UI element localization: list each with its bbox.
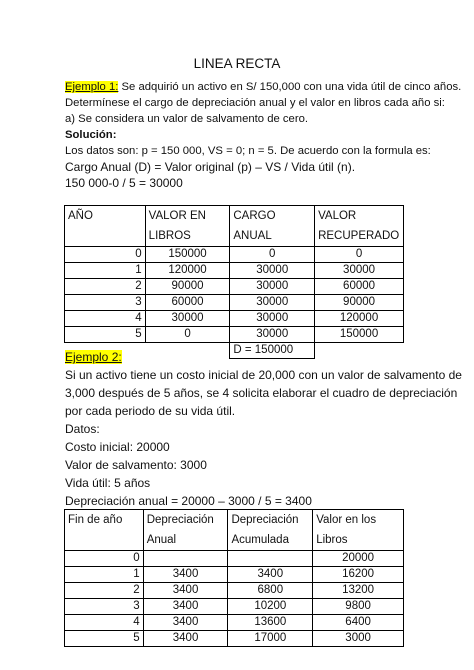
table-row (65, 263, 404, 279)
example2-line1: Si un activo tiene un costo inicial de 20,000 con un valor de salvamento de (65, 368, 462, 382)
example1-line1: Se adquirió un activo en S/ 150,000 con una vida útil de cinco años. (118, 81, 462, 93)
table-row (65, 295, 404, 311)
page-title: LINEA RECTA (193, 56, 281, 71)
example1-line3: a) Se considera un valor de salvamento de cero. (65, 113, 309, 125)
example1-label: Ejemplo 1: (65, 81, 119, 93)
header-depreciacion-acumulada: Depreciación Acumulada (228, 510, 313, 551)
cell: 5 (65, 631, 144, 647)
cell: 120000 (145, 263, 230, 279)
cell (143, 551, 228, 567)
cell: 90000 (315, 295, 404, 311)
cell: 3400 (143, 567, 228, 583)
header-valor-libros: Valor en los Libros (313, 510, 404, 551)
cell: 0 (230, 247, 315, 263)
cell: 6400 (313, 615, 404, 631)
salvage-value: Valor de salvamento: 3000 (65, 458, 207, 472)
header-fin-de-ano: Fin de año (65, 510, 144, 551)
table-row (65, 551, 404, 567)
header-depreciacion-anual: Depreciación Anual (143, 510, 228, 551)
cell: 3400 (143, 615, 228, 631)
header-cargo-anual: CARGO ANUAL (230, 206, 315, 247)
solution-heading: Solución: (65, 129, 117, 141)
cell (228, 551, 313, 567)
cell: 150000 (315, 327, 404, 343)
example2-label: Ejemplo 2: (65, 350, 122, 364)
initial-cost: Costo inicial: 20000 (65, 440, 170, 454)
cell: 3 (65, 599, 144, 615)
total-depreciation-cell: D = 150000 (230, 343, 315, 359)
cell: 30000 (230, 295, 315, 311)
cell: 3400 (228, 567, 313, 583)
cell: 0 (315, 247, 404, 263)
cell: 30000 (230, 279, 315, 295)
cell: 90000 (145, 279, 230, 295)
cell: 150000 (145, 247, 230, 263)
example1-statement (65, 80, 461, 94)
example1-table (64, 205, 404, 359)
cell: 5 (65, 327, 146, 343)
cell: 30000 (145, 311, 230, 327)
cell: 13600 (228, 615, 313, 631)
cell: 30000 (315, 263, 404, 279)
cell: 9800 (313, 599, 404, 615)
cell: 60000 (315, 279, 404, 295)
cell: 20000 (313, 551, 404, 567)
cell: 3400 (143, 583, 228, 599)
cell: 13200 (313, 583, 404, 599)
cell: 30000 (230, 263, 315, 279)
example1-line2: Determínese el cargo de depreciación anual y el valor en libros cada año si: (65, 97, 445, 109)
header-valor-libros: VALOR EN LIBROS (145, 206, 230, 247)
cell: 3400 (143, 599, 228, 615)
cell: 2 (65, 583, 144, 599)
cell: 17000 (228, 631, 313, 647)
table-row (65, 615, 404, 631)
table-row (65, 311, 404, 327)
cell: 60000 (145, 295, 230, 311)
table-row (65, 279, 404, 295)
cell: 1 (65, 263, 146, 279)
cell: 120000 (315, 311, 404, 327)
data-heading: Datos: (65, 422, 100, 436)
header-valor-recuperado: VALOR RECUPERADO (315, 206, 404, 247)
table-row (65, 583, 404, 599)
example2-line3: por cada periodo de su vida útil. (65, 404, 236, 418)
example1-line4: Los datos son: p = 150 000, VS = 0; n = 5. De acuerdo con la formula es: (65, 145, 431, 157)
cell: 30000 (230, 311, 315, 327)
table-row (65, 247, 404, 263)
table-row (65, 327, 404, 343)
example1-formula: Cargo Anual (D) = Valor original (p) – VS / Vida útil (n). (65, 160, 356, 174)
cell: 0 (145, 327, 230, 343)
cell: 3400 (143, 631, 228, 647)
cell: 0 (65, 247, 146, 263)
useful-life: Vida útil: 5 años (65, 476, 151, 490)
annual-depreciation: Depreciación anual = 20000 – 3000 / 5 = 3400 (65, 494, 312, 508)
cell: 16200 (313, 567, 404, 583)
cell: 2 (65, 279, 146, 295)
table-header-row (65, 510, 404, 551)
cell: 4 (65, 311, 146, 327)
example2-label-line (65, 350, 122, 364)
table-row (65, 631, 404, 647)
cell: 10200 (228, 599, 313, 615)
cell: 30000 (230, 327, 315, 343)
example2-table (64, 509, 404, 647)
example1-result: 150 000-0 / 5 = 30000 (65, 176, 183, 190)
cell: 0 (65, 551, 144, 567)
cell: 6800 (228, 583, 313, 599)
table-row (65, 599, 404, 615)
cell: 3 (65, 295, 146, 311)
header-ano: AÑO (65, 206, 146, 247)
table-header-row (65, 206, 404, 247)
cell: 4 (65, 615, 144, 631)
example2-line2: 3,000 después de 5 años, se 4 solicita elaborar el cuadro de depreciación (65, 386, 458, 400)
cell: 1 (65, 567, 144, 583)
table-row (65, 567, 404, 583)
cell: 3000 (313, 631, 404, 647)
